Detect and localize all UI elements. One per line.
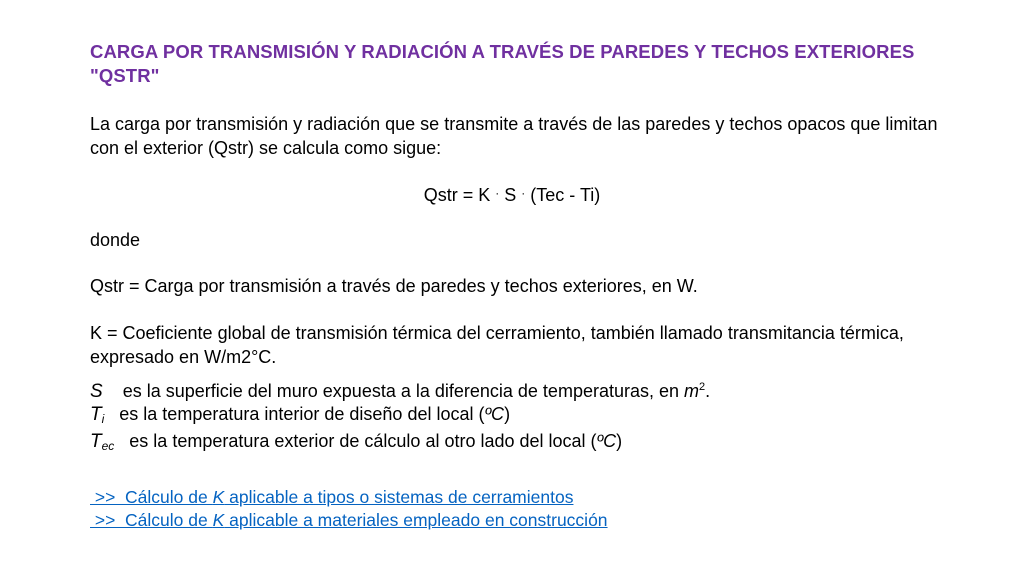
variable-s-text: es la superficie del muro expuesta a la diferencia de temperaturas, en (102, 381, 685, 401)
link-k-cerramientos[interactable] (90, 486, 608, 509)
subscript-ec: ec (101, 439, 115, 453)
formula-part2: S (499, 185, 522, 205)
variable-ti-end: ) (504, 404, 511, 424)
symbol-t-i: T (90, 404, 102, 425)
definition-k: K = Coeficiente global de transmisión térmica del cerramiento, también llamado transmitancia térmica, expresado en W/m2°C. (90, 323, 904, 367)
formula (0, 181, 1024, 207)
formula-dot-2: · (521, 186, 526, 200)
variable-s-end: . (705, 381, 711, 401)
variable-tec (90, 430, 970, 457)
formula-dot-1: · (495, 186, 500, 200)
link2-prefix: >> Cálculo de (90, 510, 213, 530)
link2-k: K (212, 510, 225, 530)
definition-qstr: Qstr = Carga por transmisión a través de paredes y techos exteriores, en W. (90, 276, 698, 296)
formula-part3: (Tec - Ti) (525, 185, 601, 205)
link-k-materiales[interactable] (90, 509, 608, 532)
link2-suffix: aplicable a materiales empleado en construcción (224, 510, 608, 530)
formula-part1: Qstr = K (423, 185, 496, 205)
unit-exponent: 2 (699, 381, 706, 393)
variable-tec-end: ) (616, 431, 623, 451)
link1-suffix: aplicable a tipos o sistemas de cerramientos (224, 487, 574, 507)
unit-m: m (684, 381, 700, 401)
link1-k: K (212, 487, 225, 507)
variable-list (90, 376, 970, 457)
links-section (90, 486, 608, 532)
intro-paragraph: La carga por transmisión y radiación que se transmite a través de las paredes y techos opacos que limitan con el exterior (Qstr) se calcula como sigue: (90, 114, 938, 158)
unit-celsius-ti: ºC (484, 404, 505, 424)
page-title: CARGA POR TRANSMISIÓN Y RADIACIÓN A TRAVÉS DE PAREDES Y TECHOS EXTERIORES "QSTR" (90, 41, 915, 86)
variable-tec-text: es la temperatura exterior de cálculo al otro lado del local ( (114, 431, 597, 451)
variable-ti-text: es la temperatura interior de diseño del local ( (104, 404, 485, 424)
symbol-s: S (90, 381, 103, 402)
link1-prefix: >> Cálculo de (90, 487, 213, 507)
subscript-i: i (101, 412, 105, 426)
symbol-t-ec: T (90, 431, 102, 452)
variable-s (90, 376, 970, 403)
donde-label: donde (90, 230, 141, 250)
unit-celsius-tec: ºC (596, 431, 617, 451)
variable-ti (90, 403, 970, 430)
